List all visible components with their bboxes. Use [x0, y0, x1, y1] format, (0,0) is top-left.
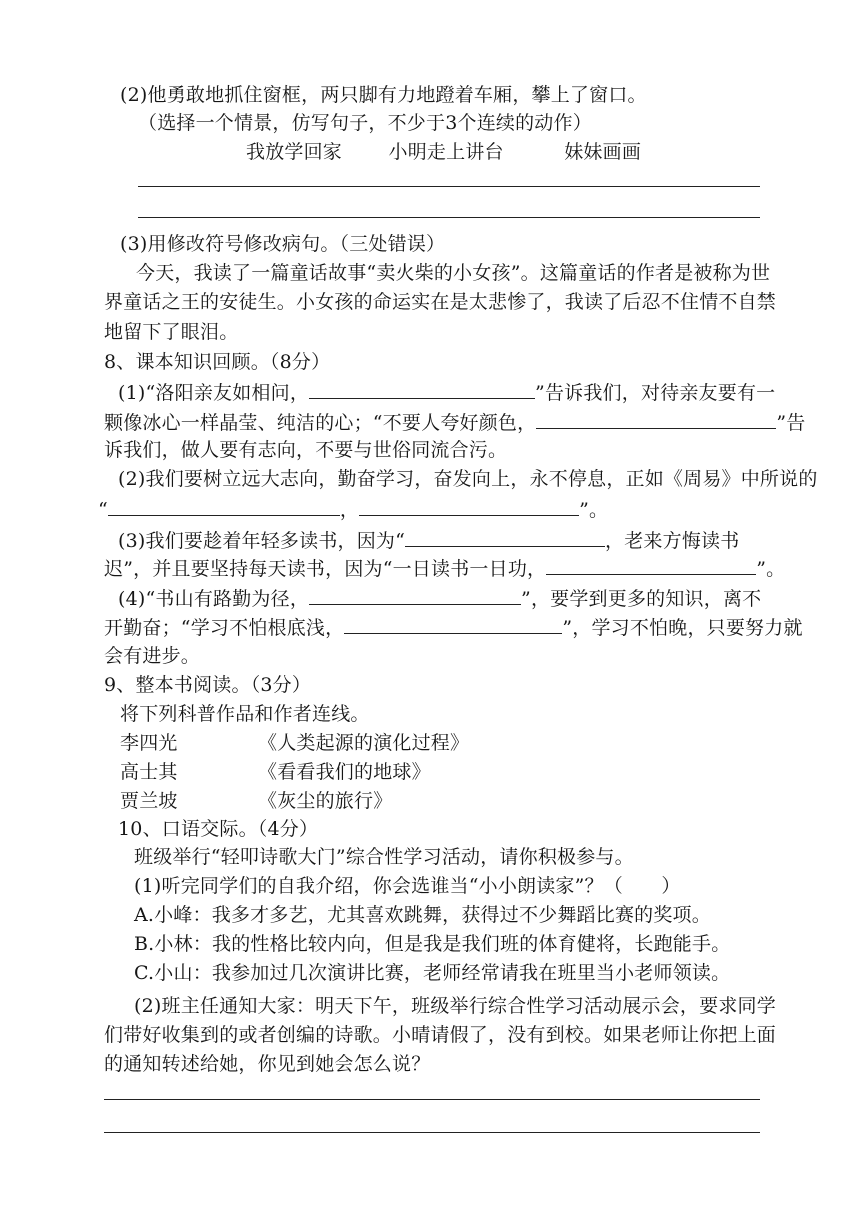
- fill-blank[interactable]: [344, 615, 562, 634]
- work-item[interactable]: 《人类起源的演化过程》: [258, 732, 470, 754]
- passage-line-2: 界童话之王的安徒生。小女孩的命运实在是太悲惨了，我读了后忍不住情不自禁: [104, 291, 777, 313]
- author-item[interactable]: 李四光: [120, 732, 178, 754]
- q10-intro: 班级举行“轻叩诗歌大门”综合性学习活动，请你积极参与。: [134, 846, 634, 868]
- q8-2-line2: “ ， ”。: [98, 499, 609, 521]
- option-3: 妹妹画画: [564, 141, 642, 163]
- q10-title: 10、口语交际。（4分）: [118, 818, 319, 840]
- answer-line[interactable]: [104, 1132, 760, 1133]
- fill-blank[interactable]: [359, 497, 579, 516]
- work-item[interactable]: 《灰尘的旅行》: [258, 790, 393, 812]
- q8-4-line1: (4)“书山有路勤为径， ”，要学到更多的知识，离不: [118, 588, 762, 610]
- work-item[interactable]: 《看看我们的地球》: [258, 761, 431, 783]
- q10-1-question[interactable]: (1)听完同学们的自我介绍，你会选谁当“小小朗读家”？（ ）: [134, 875, 681, 897]
- q8-1-line2: 颗像冰心一样晶莹、纯洁的心；“不要人夸好颜色， ”告: [104, 412, 806, 434]
- q7-2-instruction: （选择一个情景，仿写句子，不少于3个连续的动作）: [138, 112, 592, 134]
- passage-line-3: 地留下了眼泪。: [104, 321, 239, 343]
- answer-line[interactable]: [138, 217, 760, 218]
- q8-4-line2: 开勤奋；“学习不怕根底浅， ”，学习不怕晚，只要努力就: [104, 617, 803, 639]
- q7-3-title: (3)用修改符号修改病句。（三处错误）: [120, 233, 446, 255]
- q10-2-line3: 的通知转述给她，你见到她会怎么说？: [104, 1053, 431, 1075]
- fill-blank[interactable]: [405, 528, 605, 547]
- q8-1-line3: 诉我们，做人要有志向，不要与世俗同流合污。: [104, 439, 508, 461]
- q8-2-line1: (2)我们要树立远大志向，勤奋学习，奋发向上，永不停息，正如《周易》中所说的: [118, 468, 818, 490]
- answer-line[interactable]: [138, 186, 760, 187]
- fill-blank[interactable]: [536, 410, 776, 429]
- option-1: 我放学回家: [246, 141, 343, 163]
- option-2: 小明走上讲台: [388, 141, 504, 163]
- q7-2-sentence: (2)他勇敢地抓住窗框，两只脚有力地蹬着车厢，攀上了窗口。: [120, 84, 647, 106]
- author-item[interactable]: 高士其: [120, 761, 178, 783]
- fill-blank[interactable]: [309, 380, 535, 399]
- q10-2-line2: 们带好收集到的或者创编的诗歌。小晴请假了，没有到校。如果老师让你把上面: [104, 1024, 777, 1046]
- answer-line[interactable]: [104, 1099, 760, 1100]
- q8-4-line3: 会有进步。: [104, 645, 201, 667]
- option-b: B.小林：我的性格比较内向，但是我是我们班的体育健将，长跑能手。: [134, 933, 731, 955]
- q8-1-line1: (1)“洛阳亲友如相问， ”告诉我们，对待亲友要有一: [118, 382, 776, 404]
- fill-blank[interactable]: [546, 556, 756, 575]
- option-a: A.小峰：我多才多艺，尤其喜欢跳舞，获得过不少舞蹈比赛的奖项。: [134, 904, 711, 926]
- q10-2-line1: (2)班主任通知大家：明天下午，班级举行综合性学习活动展示会，要求同学: [134, 995, 776, 1017]
- author-item[interactable]: 贾兰坡: [120, 790, 178, 812]
- q7-2-options: [246, 140, 641, 164]
- q9-instruction: 将下列科普作品和作者连线。: [120, 703, 370, 725]
- q8-3-line1: (3)我们要趁着年轻多读书，因为“ ，老来方悔读书: [118, 530, 740, 552]
- q9-title: 9、整本书阅读。（3分）: [104, 674, 312, 696]
- fill-blank[interactable]: [309, 586, 521, 605]
- fill-blank[interactable]: [108, 497, 340, 516]
- passage-line-1: 今天，我读了一篇童话故事“卖火柴的小女孩”。这篇童话的作者是被称为世: [136, 262, 771, 284]
- q8-title: 8、课本知识回顾。（8分）: [104, 351, 331, 373]
- option-c: C.小山：我参加过几次演讲比赛，老师经常请我在班里当小老师领读。: [134, 962, 731, 984]
- q8-3-line2: 迟”，并且要坚持每天读书，因为“一日读书一日功， ”。: [104, 558, 786, 580]
